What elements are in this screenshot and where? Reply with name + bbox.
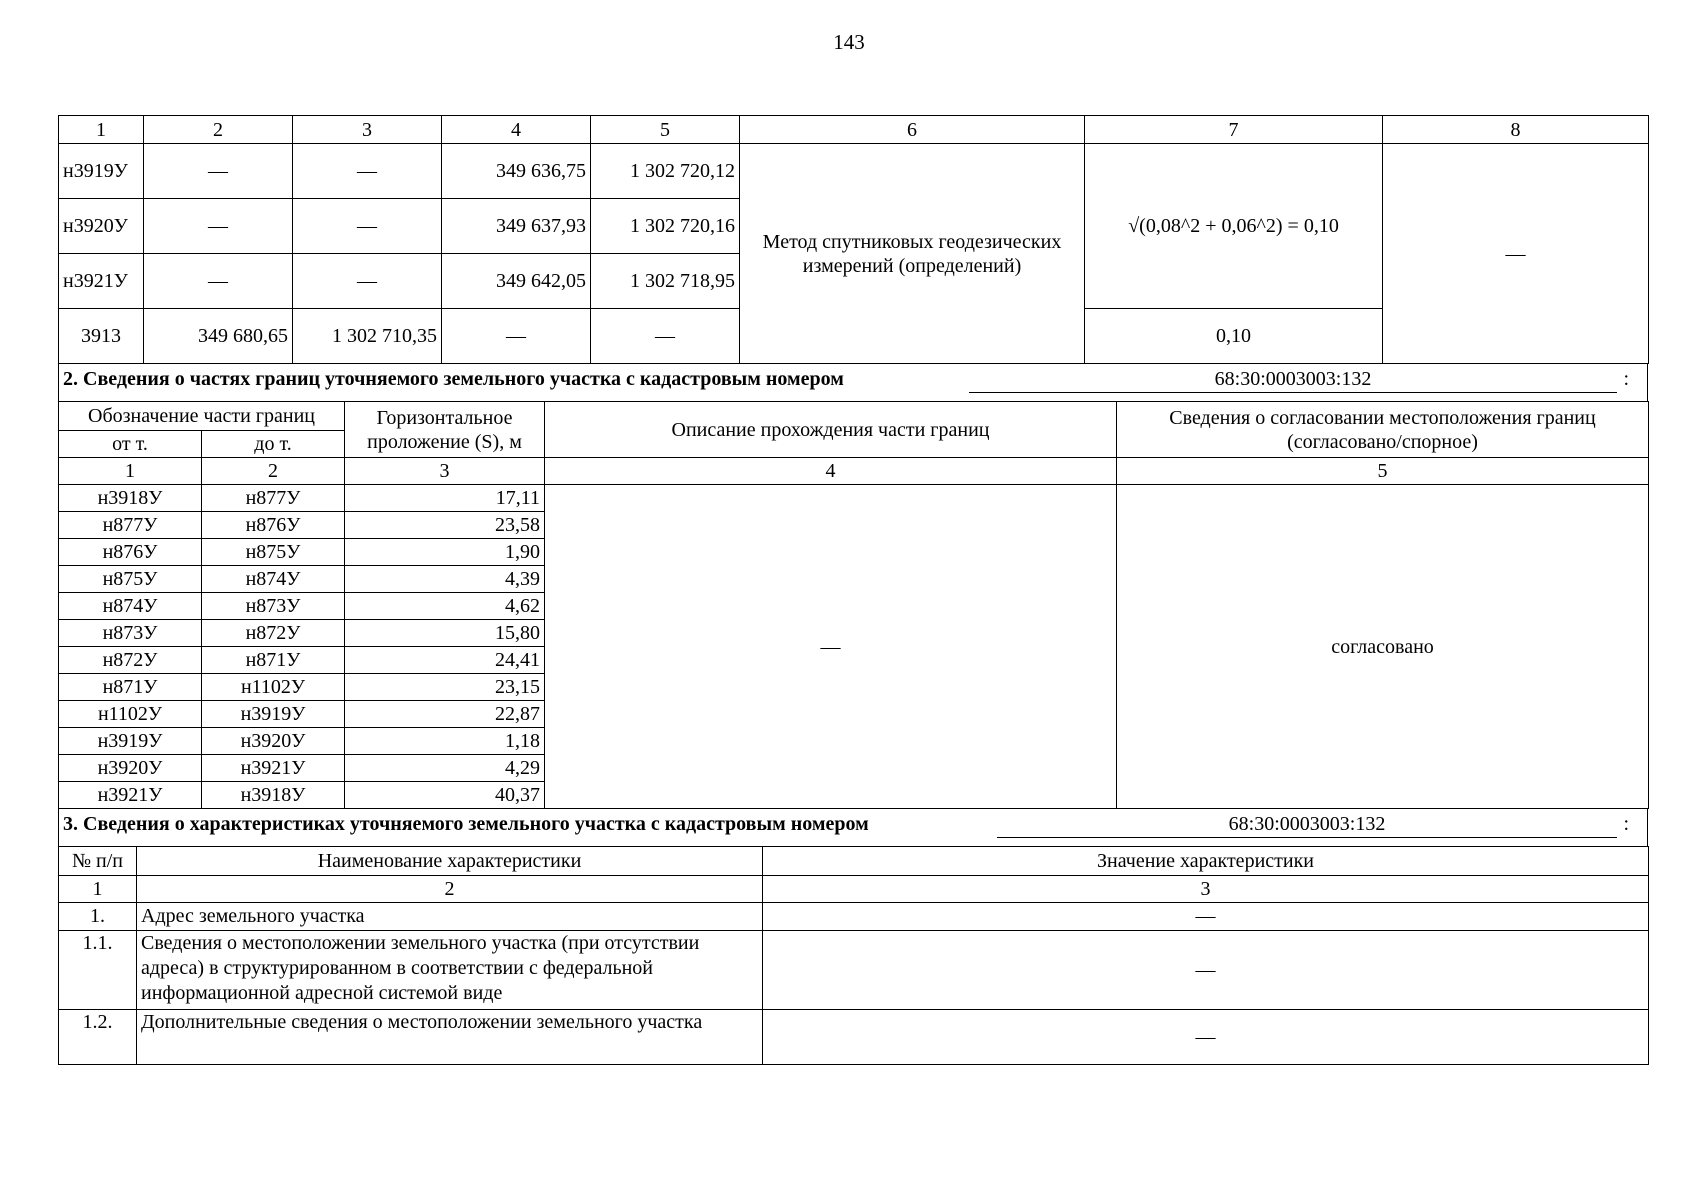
horizontal-distance: 4,29	[345, 755, 545, 782]
from-point: н3919У	[59, 728, 202, 755]
to-point: н1102У	[202, 674, 345, 701]
section3-colon: :	[1623, 813, 1629, 835]
table-row	[59, 1010, 1649, 1065]
header-horizontal: Горизонтальное проложение (S), м	[345, 402, 545, 458]
from-point: н873У	[59, 620, 202, 647]
method-cell: Метод спутниковых геодезических измерений (определений)	[740, 144, 1085, 364]
header-designation: Обозначение части границ	[59, 402, 345, 431]
column-number-row	[59, 876, 1649, 903]
col-num: 8	[1383, 116, 1649, 144]
col-num: 3	[293, 116, 442, 144]
to-point: н3921У	[202, 755, 345, 782]
to-point: н872У	[202, 620, 345, 647]
col-num: 3	[763, 876, 1649, 903]
table-row	[59, 903, 1649, 931]
characteristic-name: Сведения о местоположении земельного участка (при отсутствии адреса) в структурированном в соответствии с федеральной информационной адресной системой виде	[137, 931, 763, 1010]
characteristic-value: —	[763, 1010, 1649, 1065]
section3-title: 3. Сведения о характеристиках уточняемого земельного участка с кадастровым номером	[63, 813, 869, 835]
from-point: н3920У	[59, 755, 202, 782]
description-value: —	[545, 485, 1117, 809]
characteristic-value: —	[763, 931, 1649, 1010]
from-point: н875У	[59, 566, 202, 593]
boundary-parts-table	[58, 401, 1649, 809]
agreement-value: согласовано	[1117, 485, 1649, 809]
section2-title: 2. Сведения о частях границ уточняемого земельного участка с кадастровым номером	[63, 368, 844, 390]
col-num: 4	[442, 116, 591, 144]
y-new: 1 302 720,16	[591, 199, 740, 254]
x-new: 349 636,75	[442, 144, 591, 199]
from-point: н876У	[59, 539, 202, 566]
col-num: 1	[59, 458, 202, 485]
col-num: 2	[202, 458, 345, 485]
y-old: —	[293, 144, 442, 199]
to-point: н873У	[202, 593, 345, 620]
x-old: —	[144, 144, 293, 199]
col-num: 7	[1085, 116, 1383, 144]
characteristic-name: Адрес земельного участка	[137, 903, 763, 931]
horizontal-distance: 24,41	[345, 647, 545, 674]
accuracy-last: 0,10	[1085, 309, 1383, 364]
row-num: 1.2.	[59, 1010, 137, 1065]
x-old: —	[144, 254, 293, 309]
x-new: 349 642,05	[442, 254, 591, 309]
row-num: 1.	[59, 903, 137, 931]
point-name: н3920У	[59, 199, 144, 254]
y-old: —	[293, 254, 442, 309]
from-point: н3921У	[59, 782, 202, 809]
accuracy-formula: √(0,08^2 + 0,06^2) = 0,10	[1085, 144, 1383, 309]
characteristic-value: —	[763, 903, 1649, 931]
horizontal-distance: 4,39	[345, 566, 545, 593]
document-sheet	[58, 115, 1648, 1065]
y-old: 1 302 710,35	[293, 309, 442, 364]
table-row	[59, 931, 1649, 1010]
header-agreement: Сведения о согласовании местоположения границ (согласовано/спорное)	[1117, 402, 1649, 458]
point-name: н3919У	[59, 144, 144, 199]
x-old: —	[144, 199, 293, 254]
to-point: н3919У	[202, 701, 345, 728]
header-from: от т.	[59, 431, 202, 458]
point-name: н3921У	[59, 254, 144, 309]
x-old: 349 680,65	[144, 309, 293, 364]
col8-value: —	[1383, 144, 1649, 364]
col-num: 1	[59, 116, 144, 144]
to-point: н875У	[202, 539, 345, 566]
table-row	[59, 144, 1649, 199]
header-name: Наименование характеристики	[137, 847, 763, 876]
section3-heading	[58, 809, 1648, 846]
column-number-row	[59, 458, 1649, 485]
to-point: н871У	[202, 647, 345, 674]
column-number-row	[59, 116, 1649, 144]
col-num: 2	[137, 876, 763, 903]
y-new: 1 302 718,95	[591, 254, 740, 309]
characteristics-table	[58, 846, 1649, 1065]
section3-cadastral-number: 68:30:0003003:132	[997, 813, 1617, 838]
page-number: 143	[833, 30, 865, 54]
x-new: 349 637,93	[442, 199, 591, 254]
horizontal-distance: 22,87	[345, 701, 545, 728]
from-point: н871У	[59, 674, 202, 701]
characteristic-name: Дополнительные сведения о местоположении земельного участка	[137, 1010, 763, 1065]
horizontal-distance: 1,18	[345, 728, 545, 755]
horizontal-distance: 23,15	[345, 674, 545, 701]
to-point: н3918У	[202, 782, 345, 809]
y-new: 1 302 720,12	[591, 144, 740, 199]
to-point: н877У	[202, 485, 345, 512]
horizontal-distance: 40,37	[345, 782, 545, 809]
col-num: 6	[740, 116, 1085, 144]
to-point: н3920У	[202, 728, 345, 755]
section2-heading	[58, 364, 1648, 401]
horizontal-distance: 1,90	[345, 539, 545, 566]
col-num: 3	[345, 458, 545, 485]
header-description: Описание прохождения части границ	[545, 402, 1117, 458]
header-value: Значение характеристики	[763, 847, 1649, 876]
horizontal-distance: 17,11	[345, 485, 545, 512]
col-num: 5	[591, 116, 740, 144]
point-name: 3913	[59, 309, 144, 364]
section2-cadastral-number: 68:30:0003003:132	[969, 368, 1617, 393]
header-to: до т.	[202, 431, 345, 458]
horizontal-distance: 15,80	[345, 620, 545, 647]
col-num: 2	[144, 116, 293, 144]
to-point: н874У	[202, 566, 345, 593]
table-row	[59, 485, 1649, 512]
col-num: 1	[59, 876, 137, 903]
y-new: —	[591, 309, 740, 364]
row-num: 1.1.	[59, 931, 137, 1010]
col-num: 5	[1117, 458, 1649, 485]
from-point: н3918У	[59, 485, 202, 512]
horizontal-distance: 23,58	[345, 512, 545, 539]
coordinates-table	[58, 115, 1649, 364]
y-old: —	[293, 199, 442, 254]
from-point: н1102У	[59, 701, 202, 728]
from-point: н877У	[59, 512, 202, 539]
col-num: 4	[545, 458, 1117, 485]
from-point: н872У	[59, 647, 202, 674]
section2-colon: :	[1623, 368, 1629, 390]
header-num: № п/п	[59, 847, 137, 876]
x-new: —	[442, 309, 591, 364]
horizontal-distance: 4,62	[345, 593, 545, 620]
from-point: н874У	[59, 593, 202, 620]
to-point: н876У	[202, 512, 345, 539]
